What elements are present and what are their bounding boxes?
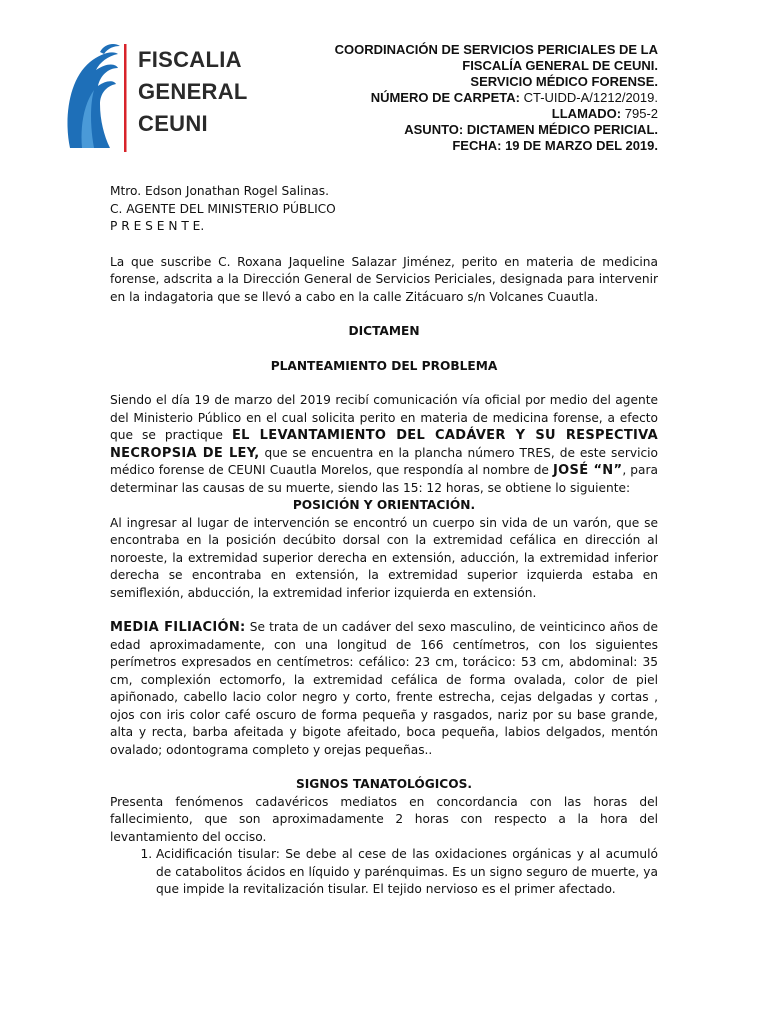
planteamiento-text-2: que se encuentra en la plancha número TRES, de este servicio médico forense de CEUNI Cuautla Morelos, que respondía al nombre de xyxy=(110,445,658,477)
header-line-2: FISCALÍA GENERAL DE CEUNI. xyxy=(462,58,658,73)
list-item: 1. Acidificación tisular: Se debe al cese de las oxidaciones orgánicas y al acumuló de catabolitos ácidos en líquido y parénquimas. Es un signo seguro de muerte, ya que impide la revitalización tisular. El tejido nervioso es el primer afectado. xyxy=(156,846,658,899)
document-header xyxy=(335,42,658,154)
recipient-block xyxy=(110,183,658,236)
filiacion-paragraph xyxy=(110,619,658,759)
dictamen-heading: DICTAMEN xyxy=(348,324,420,338)
logo-line-3: CEUNI xyxy=(138,111,208,136)
logo-line-2: GENERAL xyxy=(138,79,248,104)
intro-paragraph: La que suscribe C. Roxana Jaqueline Salazar Jiménez, perito en materia de medicina forense, adscrita a la Dirección General de Servicios Periciales, designada para intervenir en la indagatoria que se llevó a cabo en la calle Zitácuaro s/n Volcanes Cuautla. xyxy=(110,254,658,304)
fiscalia-logo xyxy=(60,40,248,155)
logo-line-1: FISCALIA xyxy=(138,47,242,72)
signos-paragraph: Presenta fenómenos cadavéricos mediatos en concordancia con las horas del fallecimiento, que son aproximadamente 2 horas con respecto a la hora del levantamiento del occiso. xyxy=(110,794,658,844)
planteamiento-bold-2: JOSÉ “N” xyxy=(553,463,623,478)
logo-wordmark xyxy=(138,44,248,140)
planteamiento-heading: PLANTEAMIENTO DEL PROBLEMA xyxy=(270,358,498,373)
signos-list xyxy=(110,846,658,899)
filiacion-label: MEDIA FILIACIÓN: xyxy=(110,620,246,635)
header-carpeta xyxy=(335,90,658,106)
carpeta-value: CT-UIDD-A/1212/2019. xyxy=(523,90,658,105)
header-fecha: FECHA: 19 DE MARZO DEL 2019. xyxy=(452,138,658,153)
planteamiento-bold-1: EL LEVANTAMIENTO DEL CADÁVER Y SU RESPECTIVA NECROPSIA DE LEY, xyxy=(110,428,658,461)
planteamiento-text-1: Siendo el día 19 de marzo del 2019 recibí comunicación vía oficial por medio del agente del Ministerio Público en el cual solicita perito en materia de medicina forense, a efecto que se practique xyxy=(110,393,658,442)
eagle-emblem-icon xyxy=(60,40,132,155)
document-body xyxy=(110,183,658,899)
recipient-presente: P R E S E N T E. xyxy=(110,219,205,233)
header-line-3: SERVICIO MÉDICO FORENSE. xyxy=(470,74,658,89)
recipient-title: C. AGENTE DEL MINISTERIO PÚBLICO xyxy=(110,201,336,216)
posicion-paragraph: Al ingresar al lugar de intervención se encontró un cuerpo sin vida de un varón, que se encontraba en la posición decúbito dorsal con la extremidad cefálica en dirección al noroeste, la extremidad superior derecha en extensión, aducción, la extremidad inferior derecha se encontraba en extensión, la extremidad superior izquierda estaba en semiflexión, abducción, la extremidad inferior izquierda en extensión. xyxy=(110,515,658,600)
recipient-name: Mtro. Edson Jonathan Rogel Salinas. xyxy=(110,184,329,198)
signos-heading: SIGNOS TANATOLÓGICOS. xyxy=(296,777,472,791)
planteamiento-text-3: , para determinar las causas de su muerte, siendo las 15: 12 horas, se obtiene lo siguiente: xyxy=(110,463,658,495)
planteamiento-paragraph xyxy=(110,392,658,497)
carpeta-label: NÚMERO DE CARPETA: xyxy=(370,90,520,105)
header-llamado xyxy=(335,106,658,122)
header-line-1: COORDINACIÓN DE SERVICIOS PERICIALES DE LA xyxy=(334,42,658,57)
header-asunto: ASUNTO: DICTAMEN MÉDICO PERICIAL. xyxy=(404,122,658,137)
llamado-value: 795-2 xyxy=(624,106,658,121)
filiacion-text: Se trata de un cadáver del sexo masculino, de veinticinco años de edad aproximadamente, con una longitud de 166 centímetros, con los siguientes perímetros expresados en centímetros: cefálico: 23 cm, torácico: 53 cm, abdominal: 35 cm, complexión ectomorfo, la extremidad cefálica de forma ovalada, color de piel apiñonado, cabello lacio color negro y corto, frente estrecha, cejas delgadas y cortas , ojos con iris color café oscuro de forma pequeña y rasgados, nariz por su base grande, alta y recta, barba afeitada y bigote afeitado, boca pequeña, labios delgados, mentón ovalado; odontograma completo y orejas pequeñas.. xyxy=(110,620,658,757)
posicion-heading: POSICIÓN Y ORIENTACIÓN. xyxy=(292,498,476,512)
llamado-label: LLAMADO: xyxy=(551,106,622,121)
